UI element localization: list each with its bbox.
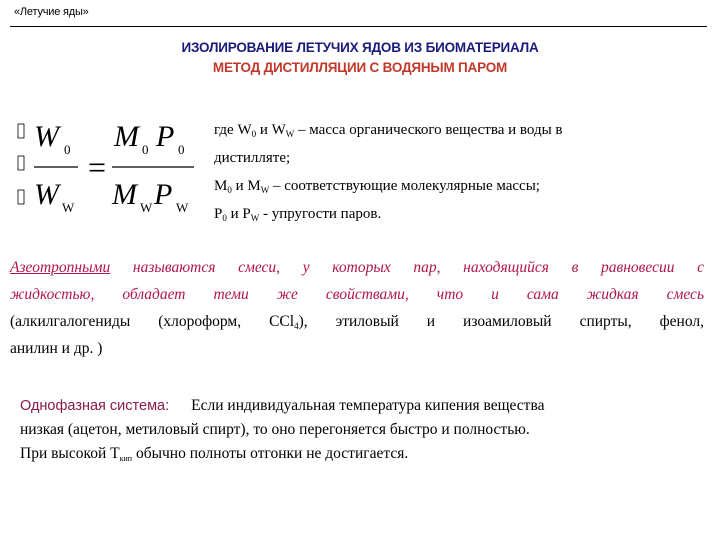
rhs-den-p: P — [154, 178, 173, 211]
equals-sign: = — [88, 149, 107, 185]
formula-legend — [214, 116, 708, 228]
subscript: 0 — [222, 213, 227, 223]
legend-text: - упругости паров. — [259, 206, 382, 222]
legend-text: M — [214, 178, 228, 194]
slide-subtitle: МЕТОД ДИСТИЛЛЯЦИИ С ВОДЯНЫМ ПАРОМ — [212, 60, 508, 75]
single-phase-row-1 — [20, 394, 700, 418]
rhs-den-p-sub: W — [176, 200, 189, 215]
single-phase-label: Однофазная система: — [20, 398, 170, 414]
lhs-numerator-sub: 0 — [64, 142, 71, 157]
azeotrope-text: (алкилгалогениды (хлороформ, CCl — [10, 313, 295, 330]
single-phase-paragraph — [20, 394, 700, 466]
formula — [12, 112, 200, 222]
single-phase-row-2: низкая (ацетон, метиловый спирт), то оно перегоняется быстро и полностью. — [20, 421, 530, 438]
rhs-num-m: M — [114, 120, 139, 153]
subscript: 0 — [227, 185, 232, 195]
glyph-box — [18, 190, 24, 204]
azeotrope-text: ), этиловый и изоамиловый спирты, фенол, — [298, 313, 704, 330]
legend-line-3 — [214, 172, 708, 200]
rhs-den-m-sub: W — [140, 200, 153, 215]
subscript: кип — [119, 454, 133, 463]
azeotrope-row-4: анилин и др. ) — [10, 340, 103, 357]
legend-text: и W — [256, 122, 286, 138]
subscript: 4 — [294, 321, 299, 331]
azeotrope-row-1 — [10, 254, 704, 281]
legend-line-1 — [214, 116, 708, 144]
rhs-num-p: P — [156, 120, 175, 153]
single-phase-text: При высокой T — [20, 445, 120, 462]
legend-text: P — [214, 206, 223, 222]
azeotrope-row-3 — [10, 308, 704, 335]
legend-text: – масса органического вещества и воды в — [294, 122, 563, 138]
azeotrope-paragraph — [10, 254, 704, 362]
subscript: W — [250, 213, 260, 223]
lhs-denominator-sub: W — [62, 200, 75, 215]
legend-line-2: дистилляте; — [214, 150, 291, 166]
legend-text: – соответствующие молекулярные массы; — [269, 178, 540, 194]
rhs-num-m-sub: 0 — [142, 142, 149, 157]
glyph-box — [18, 156, 24, 170]
single-phase-text: обычно полноты отгонки не достигается. — [132, 445, 409, 462]
subscript: W — [285, 129, 295, 139]
legend-text: где W — [214, 122, 252, 138]
single-phase-text: Если индивидуальная температура кипения вещества — [191, 397, 545, 414]
lhs-numerator: W — [34, 120, 59, 153]
azeotrope-term: Азеотропными — [10, 259, 111, 276]
glyph-box — [18, 124, 24, 138]
subscript: W — [260, 185, 270, 195]
subscript: 0 — [251, 129, 257, 139]
single-phase-row-3 — [20, 442, 700, 466]
azeotrope-row-2: жидкостью, обладает теми же свойствами, что и сама жидкая смесь — [10, 286, 704, 303]
legend-text: и M — [231, 178, 261, 194]
azeotrope-row-1-text: называются смеси, у которых пар, находящийся в равновесии с — [110, 259, 704, 276]
formula-graphic — [12, 112, 200, 222]
lhs-denominator: W — [34, 178, 59, 211]
header-label: «Летучие яды» — [14, 6, 89, 18]
legend-line-4 — [214, 200, 708, 228]
rhs-num-p-sub: 0 — [178, 142, 185, 157]
slide-title: ИЗОЛИРОВАНИЕ ЛЕТУЧИХ ЯДОВ ИЗ БИОМАТЕРИАЛА — [181, 40, 539, 55]
rhs-den-m: M — [112, 178, 137, 211]
header-divider — [10, 26, 707, 27]
legend-text: и P — [226, 206, 251, 222]
